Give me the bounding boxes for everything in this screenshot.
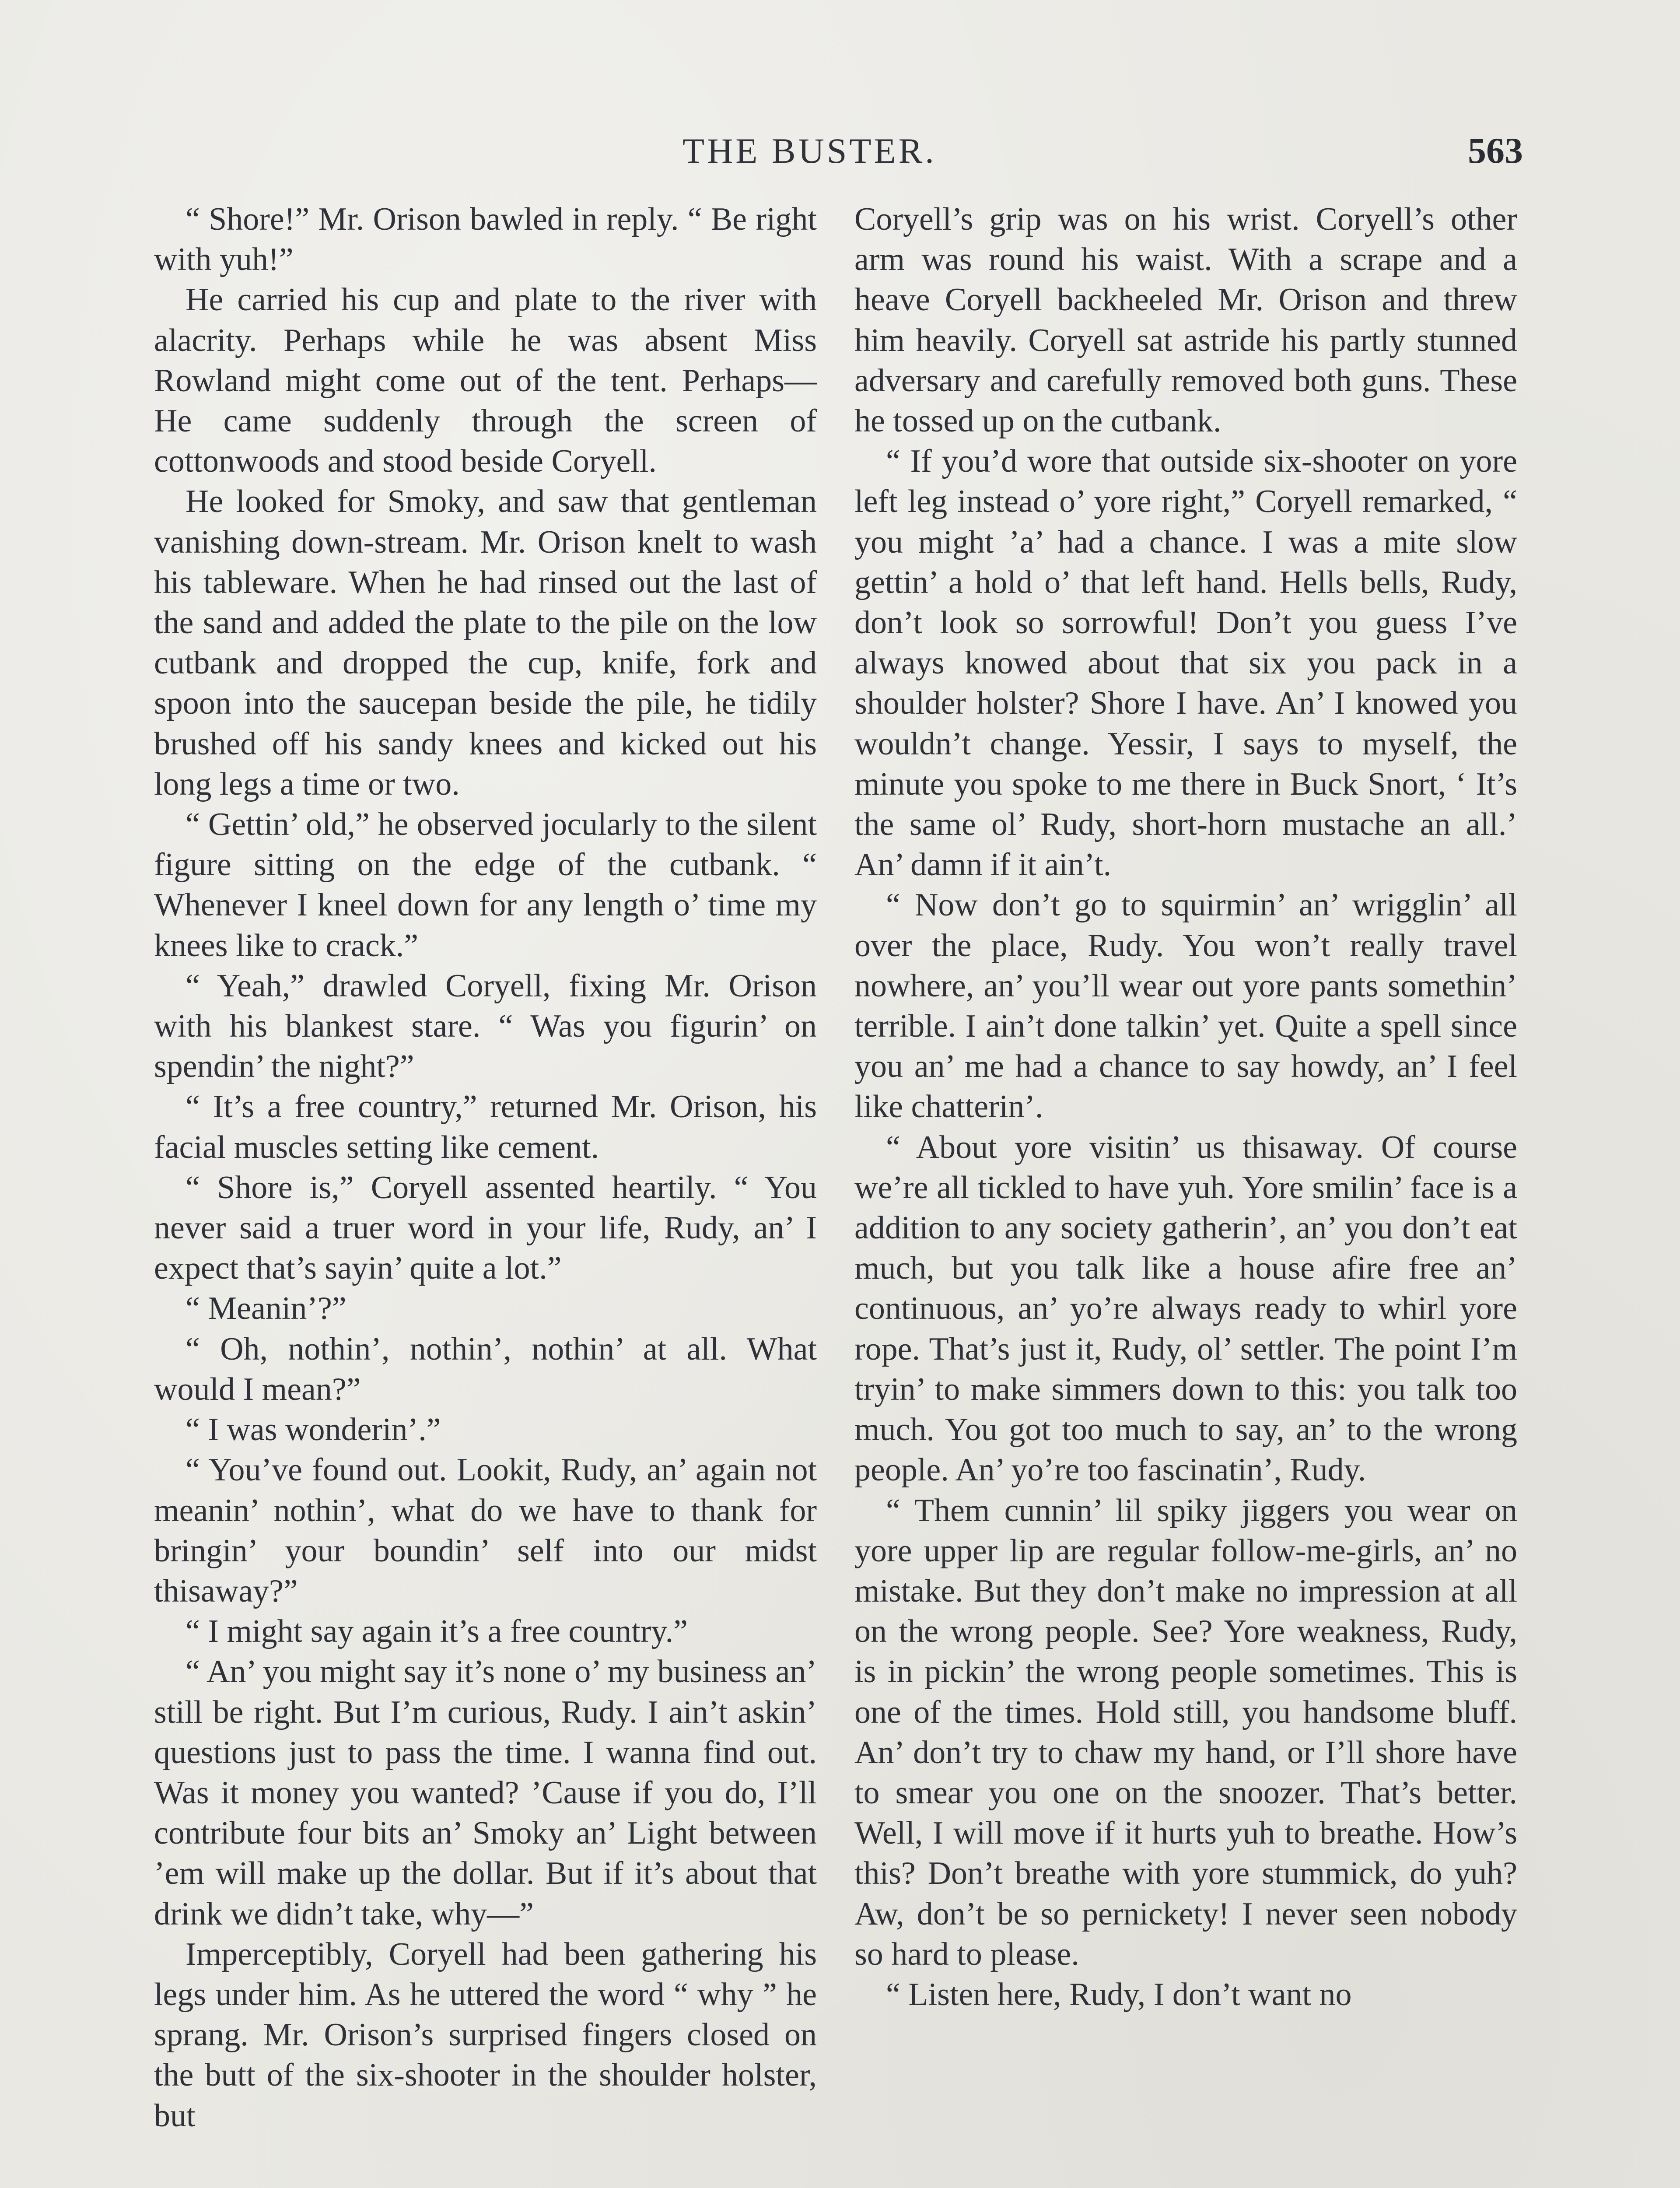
paragraph: “ Shore!” Mr. Orison bawled in reply. “ Be right with yuh!” [154,201,817,278]
page-number: 563 [1468,130,1523,171]
paragraph: “ If you’d wore that outside six-shooter on yore left leg instead o’ yore right,” Coryell remarked, “ you might ’a’ had a chance. I was a mite slow gettin’ a hold o’ that left hand. Hells bells, Rudy, don’t look so sorrowful! Don’t you guess I’ve always knowed about that six you pack in a shoulder holster? Shore I have. An’ I knowed you wouldn’t change. Yessir, I says to myself, the minute you spoke to me there in Buck Snort, ‘ It’s the same ol’ Rudy, short-horn mustache an all.’ An’ damn if it ain’t. [854,443,1517,883]
paragraph: “ Listen here, Rudy, I don’t want no [886,1976,1352,2013]
paragraph: “ I was wonderin’.” [186,1412,441,1448]
left-column [154,199,817,2136]
paragraph: “ About yore visitin’ us thisaway. Of course we’re all tickled to have yuh. Yore smilin’ face is a addition to any society gatherin’, an’ you don’t eat much, but you talk like a house afire free an’ continuous, an’ yo’re always ready to whirl yore rope. That’s just it, Rudy, ol’ settler. The point I’m tryin’ to make simmers down to this: you talk too much. You got too much to say, an’ to the wrong people. An’ yo’re too fascinatin’, Rudy. [854,1129,1517,1488]
paragraph: He carried his cup and plate to the river with alacrity. Perhaps while he was absent Miss Rowland might come out of the tent. Perhaps— He came suddenly through the screen of cottonwoods and stood beside Coryell. [154,282,817,480]
paragraph: Imperceptibly, Coryell had been gathering his legs under him. As he uttered the word “ why ” he sprang. Mr. Orison’s surprised fingers closed on the butt of the six-shooter in the shoulder holster, but [154,1936,817,2134]
paragraph: “ I might say again it’s a free country.” [186,1613,688,1650]
running-title: THE BUSTER. [682,131,937,171]
paragraph: “ Yeah,” drawled Coryell, fixing Mr. Orison with his blankest stare. “ Was you figurin’ on spendin’ the night?” [154,968,817,1085]
paragraph-continued: Coryell’s grip was on his wrist. Coryell’s other arm was round his waist. With a scrape and a heave Coryell backheeled Mr. Orison and threw him heavily. Coryell sat astride his partly stunned adversary and carefully removed both guns. These he tossed up on the cutbank. [854,201,1517,439]
paragraph: “ Oh, nothin’, nothin’, nothin’ at all. What would I mean?” [154,1331,817,1407]
paragraph: “ Gettin’ old,” he observed jocularly to the silent figure sitting on the edge of the cutbank. “ Whenever I kneel down for any length o’ time my knees like to crack.” [154,806,817,964]
paragraph: “ Shore is,” Coryell assented heartily. “ You never said a truer word in your life, Rudy, an’ I expect that’s sayin’ quite a lot.” [154,1169,817,1287]
paragraph: “ You’ve found out. Lookit, Rudy, an’ again not meanin’ nothin’, what do we have to thank for bringin’ your boundin’ self into our midst thisaway?” [154,1452,817,1609]
right-column [854,199,1517,2015]
paragraph: “ An’ you might say it’s none o’ my business an’ still be right. But I’m curious, Rudy. I ain’t askin’ questions just to pass the time. I wanna find out. Was it money you wanted? ’Cause if you do, I’ll contribute four bits an’ Smoky an’ Light between ’em will make up the dollar. But if it’s about that drink we didn’t take, why—” [154,1654,817,1932]
paragraph: He looked for Smoky, and saw that gentleman vanishing down-stream. Mr. Orison knelt to wash his tableware. When he had rinsed out the last of the sand and added the plate to the pile on the low cutbank and dropped the cup, knife, fork and spoon into the saucepan beside the pile, he tidily brushed off his sandy knees and kicked out his long legs a time or two. [154,484,817,802]
running-header [0,127,1680,175]
paragraph: “ Meanin’?” [186,1290,346,1327]
paragraph: “ It’s a free country,” returned Mr. Orison, his facial muscles setting like cement. [154,1089,817,1165]
paragraph: “ Now don’t go to squirmin’ an’ wrigglin’ all over the place, Rudy. You won’t really travel nowhere, an’ you’ll wear out yore pants somethin’ terrible. I ain’t done talkin’ yet. Quite a spell since you an’ me had a chance to say howdy, an’ I feel like chatterin’. [854,887,1517,1125]
paragraph: “ Them cunnin’ lil spiky jiggers you wear on yore upper lip are regular follow-me-girls, an’ no mistake. But they don’t make no impression at all on the wrong people. See? Yore weakness, Rudy, is in pickin’ the wrong people sometimes. This is one of the times. Hold still, you handsome bluff. An’ don’t try to chaw my hand, or I’ll shore have to smear you one on the snoozer. That’s better. Well, I will move if it hurts yuh to breathe. How’s this? Don’t breathe with yore stummick, do yuh? Aw, don’t be so pernickety! I never seen nobody so hard to please. [854,1492,1517,1972]
